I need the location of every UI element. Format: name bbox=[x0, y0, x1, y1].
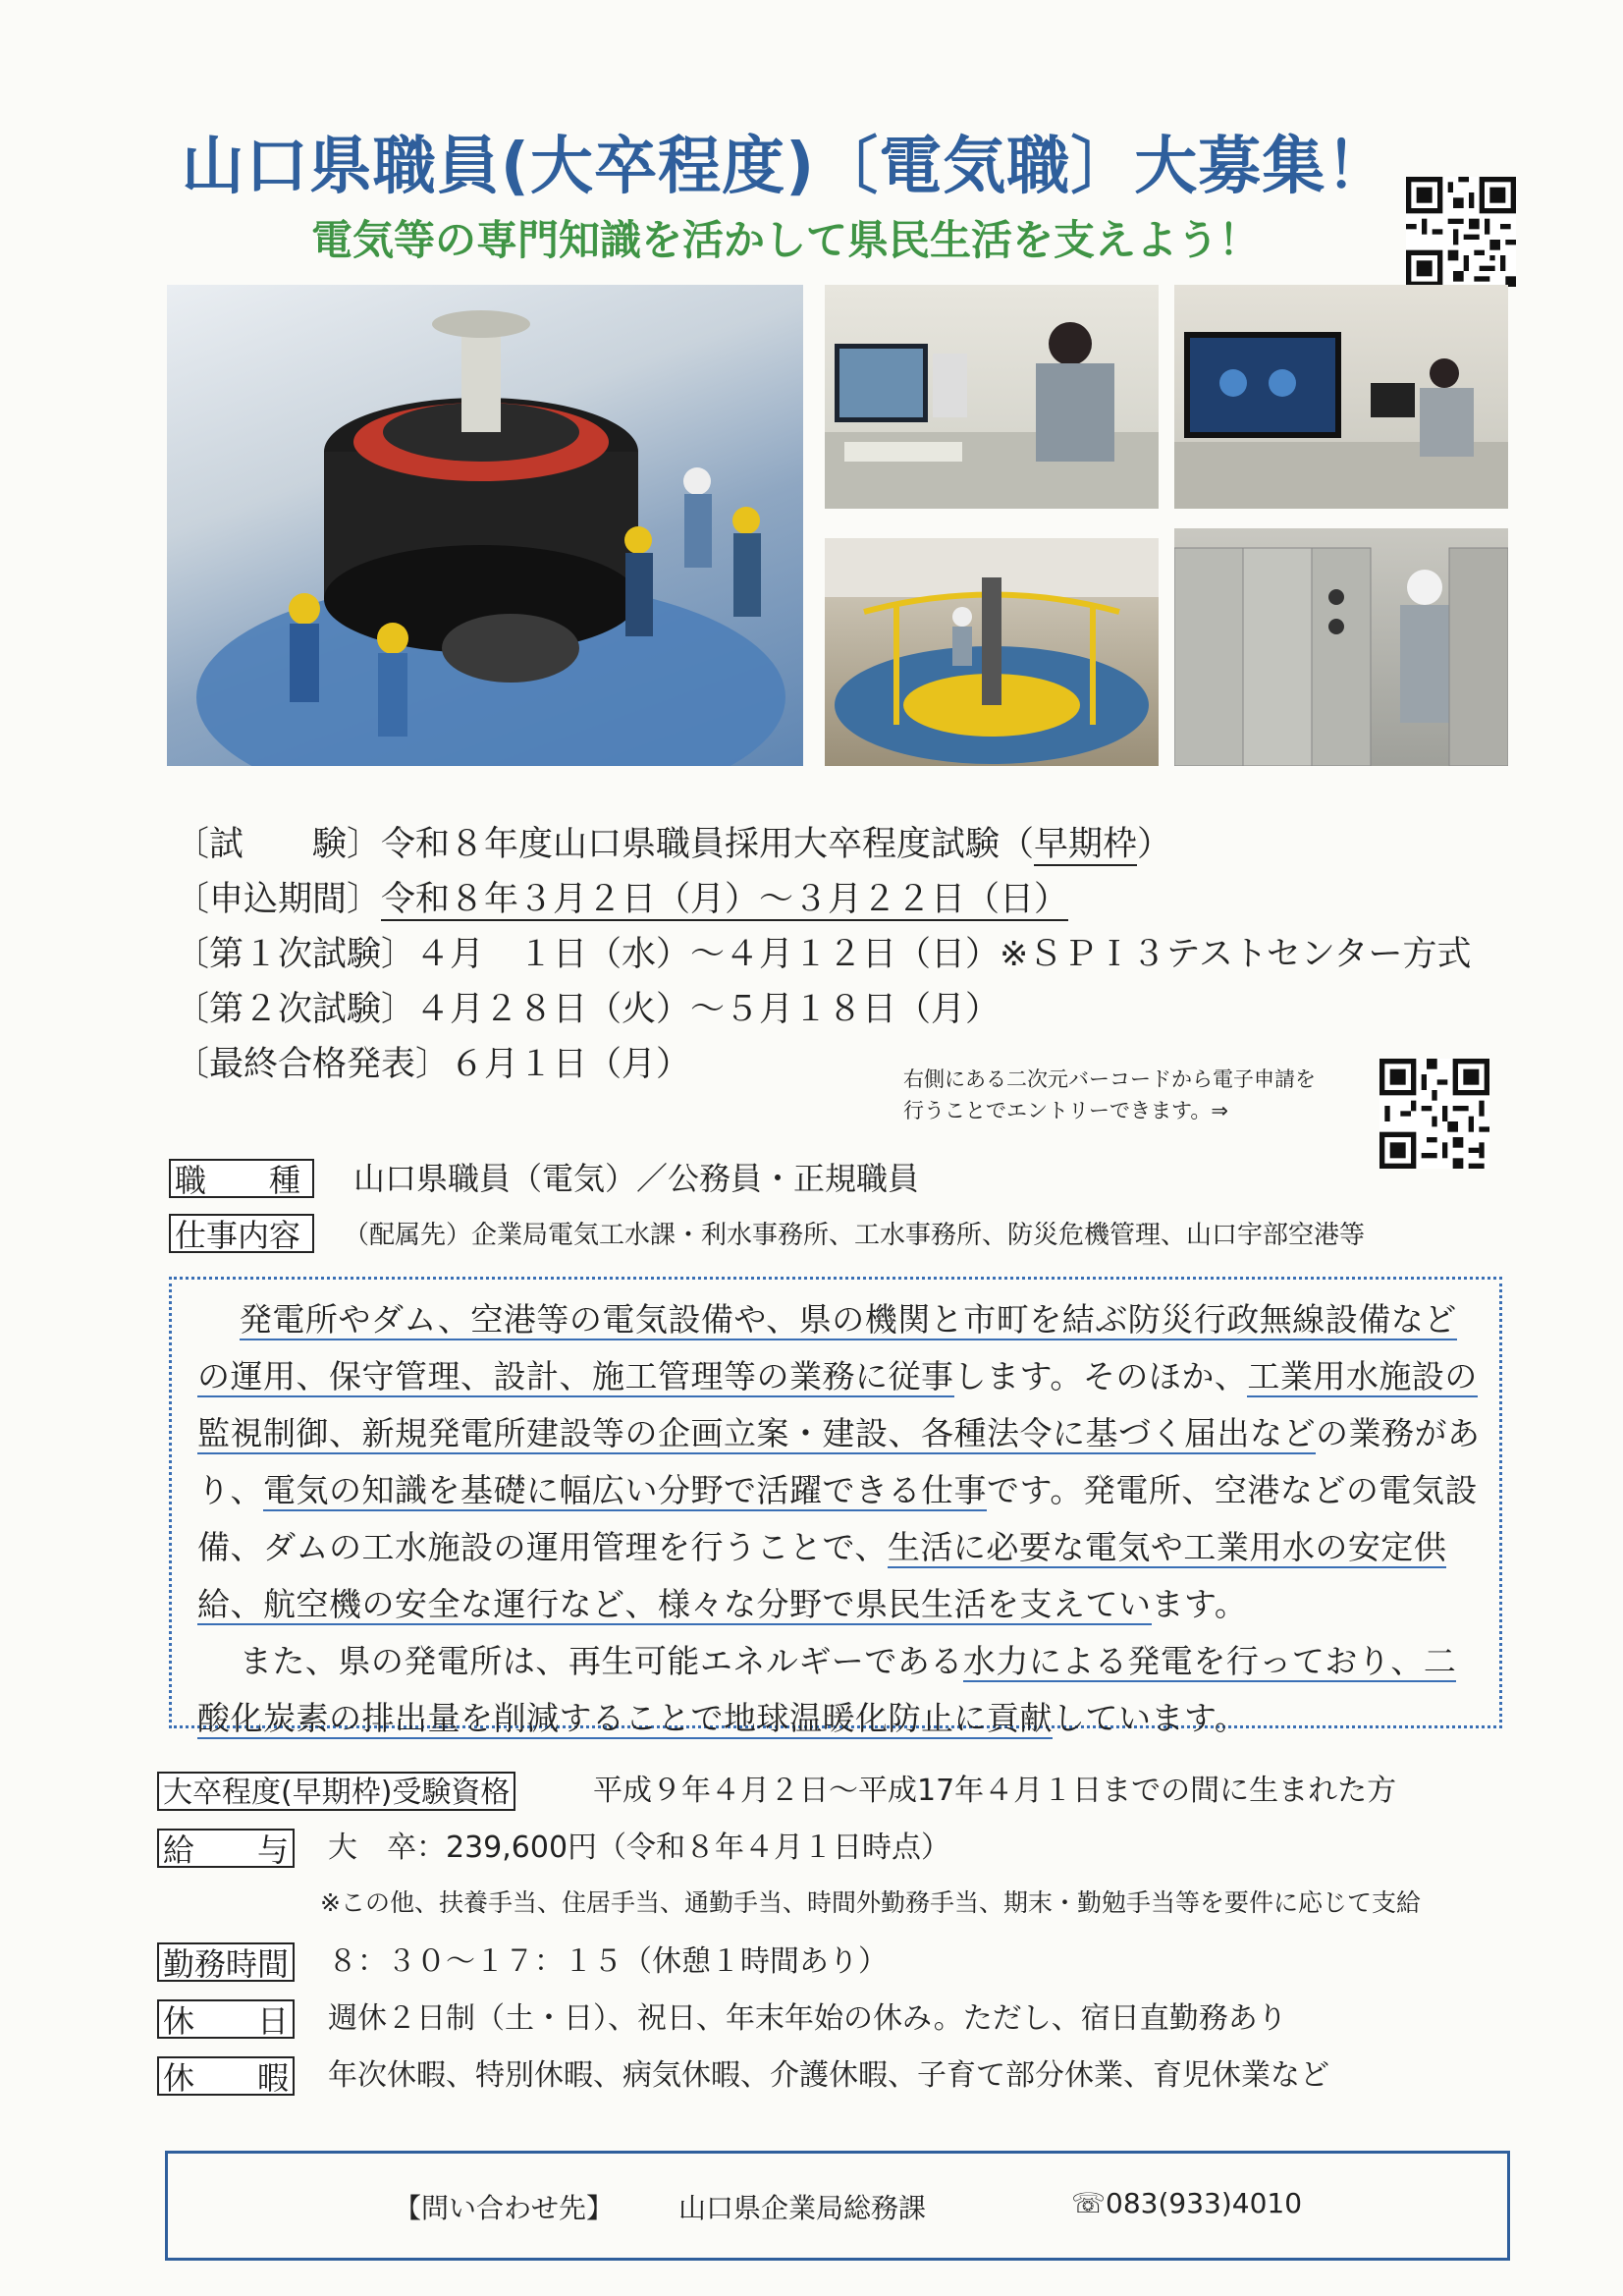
eligibility-value: 平成９年４月２日～平成17年４月１日までの間に生まれた方 bbox=[593, 1774, 1397, 1808]
salary-label: 給 与 bbox=[157, 1829, 295, 1868]
hours-row bbox=[157, 1942, 295, 1982]
contact-box bbox=[165, 2151, 1510, 2261]
qr-note bbox=[903, 1064, 1365, 1126]
contact-phone[interactable]: ☏083(933)4010 bbox=[1071, 2187, 1303, 2219]
job-type-value: 山口県職員（電気）／公務員・正規職員 bbox=[353, 1160, 920, 1197]
schedule-value-underlined: 早期枠 bbox=[1034, 825, 1138, 864]
contact-label: 【問い合わせ先】 bbox=[394, 2192, 615, 2224]
hours-label: 勤務時間 bbox=[157, 1942, 295, 1982]
qr-note-line2: 行うことでエントリーできます。⇒ bbox=[903, 1099, 1228, 1122]
description-underlined-text: 生活に必要な電気や工業用水の安定供給、航空機の安全な運行など、様々な分野で県民生活を支えてい bbox=[197, 1528, 1447, 1623]
job-description-paragraph-2 bbox=[197, 1633, 1482, 1747]
photo-generator-hall bbox=[167, 285, 803, 766]
salary-value: 大 卒：239,600円（令和８年４月１日時点） bbox=[328, 1831, 951, 1865]
qr-code-application[interactable] bbox=[1380, 1059, 1489, 1169]
description-underlined-text: 発電所やダム、空港等の電気設備や、県の機関と市町を結ぶ bbox=[239, 1300, 1128, 1339]
description-text: ます。 bbox=[1151, 1585, 1248, 1623]
holidays-row bbox=[157, 1999, 295, 2039]
description-text: します。そのほか、 bbox=[953, 1357, 1248, 1395]
photo-monitor-room bbox=[1174, 285, 1508, 509]
schedule-value: 令和８年度山口県職員採用大卒程度試験（ bbox=[381, 825, 1035, 864]
schedule-value: ６月１日（月） bbox=[450, 1045, 691, 1084]
job-description-paragraph-1 bbox=[197, 1291, 1482, 1633]
description-underlined-text: 水力による発電を行っており、二酸化炭素の排出量を削減することで地球温暖化防止に貢献 bbox=[197, 1642, 1457, 1737]
schedule-row-second-exam bbox=[175, 982, 1000, 1031]
description-text: しています。 bbox=[1053, 1699, 1248, 1737]
job-content-row bbox=[169, 1214, 314, 1253]
job-content-value: （配属先）企業局電気工水課・利水事務所、工水事務所、防災危機管理、山口宇部空港等 bbox=[344, 1221, 1366, 1250]
description-underlined-text: 防災行政無線設備 bbox=[1127, 1300, 1391, 1339]
schedule-value-tail: ） bbox=[1137, 825, 1172, 864]
schedule-value-underlined: 令和８年３月２日（月）～３月２２日（日） bbox=[381, 880, 1069, 919]
holidays-label: 休 日 bbox=[157, 1999, 295, 2039]
job-type-label: 職 種 bbox=[169, 1159, 314, 1198]
hours-value: ８：３０～１７：１５（休憩１時間あり） bbox=[328, 1944, 888, 1979]
job-description-box bbox=[169, 1277, 1502, 1737]
photo-turbine-pit bbox=[825, 538, 1159, 766]
page-title: 山口県職員(大卒程度)〔電気職〕大募集！ bbox=[181, 131, 1390, 203]
salary-note: ※この他、扶養手当、住居手当、通勤手当、時間外勤務手当、期末・勤勉手当等を要件に応じて支給 bbox=[320, 1888, 1421, 1917]
schedule-value: ４月２８日（火）～５月１８日（月） bbox=[415, 990, 1001, 1029]
job-content-label: 仕事内容 bbox=[169, 1214, 314, 1253]
description-underlined-text: 工業用水施設の監視制御、新規発電所建設等の企画立案・建設、各種法令に基づく届出など bbox=[197, 1357, 1478, 1452]
salary-row bbox=[157, 1829, 295, 1868]
schedule-row-application bbox=[175, 872, 1068, 921]
schedule-label: 〔最終合格発表〕 bbox=[175, 1045, 451, 1084]
job-type-row bbox=[169, 1159, 314, 1198]
schedule-row-first-exam bbox=[175, 927, 1472, 976]
photo-switchgear bbox=[1174, 528, 1508, 766]
description-text: また、県の発電所は、再生可能エネルギーである bbox=[239, 1642, 963, 1680]
description-text: の業務があり、 bbox=[197, 1414, 1481, 1509]
schedule-row-exam bbox=[175, 817, 1171, 866]
schedule-value: ４月 １日（水）～４月１２日（日）※ＳＰＩ３テストセンター方式 bbox=[415, 935, 1472, 974]
description-underlined-text: 電気の知識を基礎に幅広い分野で活躍できる仕事 bbox=[263, 1471, 987, 1509]
qr-note-line1: 右側にある二次元バーコードから電子申請を bbox=[903, 1067, 1316, 1091]
qr-code-top[interactable] bbox=[1406, 177, 1516, 287]
schedule-label: 〔第２次試験〕 bbox=[175, 990, 416, 1029]
schedule-row-final-result bbox=[175, 1037, 690, 1086]
leave-row bbox=[157, 2056, 295, 2096]
eligibility-label: 大卒程度(早期枠)受験資格 bbox=[157, 1772, 515, 1811]
page-subtitle: 電気等の専門知識を活かして県民生活を支えよう！ bbox=[310, 216, 1260, 264]
leave-label: 休 暇 bbox=[157, 2056, 295, 2096]
schedule-label: 〔申込期間〕 bbox=[175, 880, 382, 919]
description-text: です。発電所、空港などの電気設備、ダムの工水施設の運用管理を行うことで、 bbox=[197, 1471, 1478, 1566]
schedule-label: 〔第１次試験〕 bbox=[175, 935, 416, 974]
photo-control-desk bbox=[825, 285, 1159, 509]
contact-org: 山口県企業局総務課 bbox=[678, 2192, 927, 2224]
schedule-label: 〔試 験〕 bbox=[175, 825, 382, 864]
eligibility-row bbox=[157, 1772, 515, 1811]
leave-value: 年次休暇、特別休暇、病気休暇、介護休暇、子育て部分休業、育児休業など bbox=[328, 2058, 1329, 2093]
description-underlined-text: などの運用、保守管理、設計、施工管理等の業務に従事 bbox=[197, 1300, 1457, 1395]
holidays-value: 週休２日制（土・日）、祝日、年末年始の休み。ただし、宿日直勤務あり bbox=[328, 2001, 1287, 2036]
